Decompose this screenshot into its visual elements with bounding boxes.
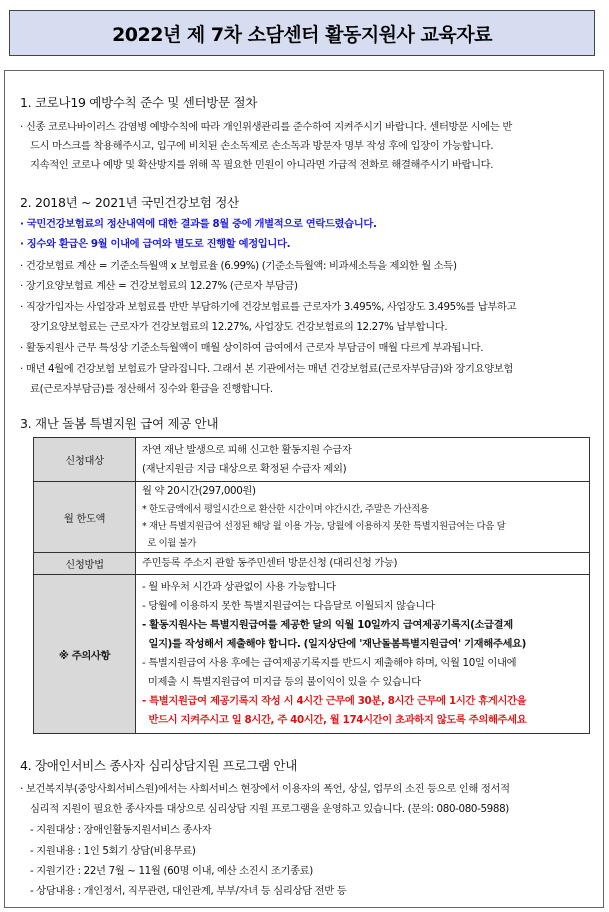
value-line: 월 약 20시간(297,000원) xyxy=(142,485,256,497)
value-note: * 재난 특별지원급여 선정된 해당 월 이용 가능, 당월에 이용하지 못한 특별지원급여는 다음 달 xyxy=(142,521,506,532)
value-line: 주민등록 주소지 관할 동주민센터 방문신청 (대리신청 가능) xyxy=(142,557,398,569)
section2-line: · 건강보험료 계산 = 기준소득월액 x 보험료율 (6.99%) (기준소득월액: 비과세소득을 제외한 월 소득) xyxy=(20,260,457,272)
section2-line: · 활동지원사 근무 특성상 기준소득월액이 매월 상이하여 급여에서 근로자 부담금이 매월 다르게 부과됩니다. xyxy=(20,342,484,354)
section4-line: - 지원내용 : 1인 5회기 상담(비용무료) xyxy=(30,845,196,857)
value-line: - 당월에 이용하지 못한 특별지원급여는 다음달로 이월되지 않습니다 xyxy=(142,600,435,612)
row-value xyxy=(136,553,590,575)
row-label: 신청대상 xyxy=(34,438,136,482)
section2-highlight: · 국민건강보험료의 정산내역에 대한 결과를 8월 중에 개별적으로 연락드렸습니다. xyxy=(20,218,377,230)
section2-highlight: · 징수와 환급은 9월 이내에 급여와 별도로 진행할 예정입니다. xyxy=(20,238,291,250)
section4-heading: 4. 장애인서비스 종사자 심리상담지원 프로그램 안내 xyxy=(20,758,297,773)
value-line: 자연 재난 발생으로 피해 신고한 활동지원 수급자 xyxy=(142,443,352,456)
section2-line: · 매년 4월에 건강보험 보험료가 달라집니다. 그래서 본 기관에서는 매년 건강보험료(근로자부담금)와 장기요양보험 xyxy=(20,363,513,375)
section3-heading: 3. 재난 돌봄 특별지원 급여 제공 안내 xyxy=(20,416,219,431)
value-line: - 월 바우처 시간과 상관없이 사용 가능합니다 xyxy=(142,581,336,593)
section4-line: · 보건복지부(중앙사회서비스원)에서는 사회서비스 현장에서 이용자의 폭언, 상실, 업무의 소진 등으로 인해 정서적 xyxy=(20,783,510,795)
title-box xyxy=(9,10,595,56)
value-line: - 특별지원급여 제공기록지 작성 시 4시간 근무에 30분, 8시간 근무에 1시간 휴게시간을 xyxy=(142,695,527,707)
value-line: - 활동지원사는 특별지원급여를 제공한 달의 익월 10일까지 급여제공기록지(소급결제 xyxy=(142,619,513,631)
support-table xyxy=(33,437,590,734)
section4-line: - 지원기간 : 22년 7월 ~ 11월 (60명 이내, 예산 소진시 조기종료) xyxy=(30,865,313,877)
section2-line: 장기요양보험료는 근로자가 건강보험료의 12.27%, 사업장도 건강보험료의 12.27% 납부합니다. xyxy=(30,321,448,333)
section1-line: 지속적인 코로나 예방 및 확산방지를 위해 꼭 필요한 민원이 아니라면 가급적 전화로 해결해주시기 바랍니다. xyxy=(30,159,494,171)
row-label: 신청방법 xyxy=(34,553,136,575)
value-line: (재난지원금 지급 대상으로 확정된 수급자 제외) xyxy=(142,462,347,475)
row-value xyxy=(136,482,590,553)
section2-line: · 직장가입자는 사업장과 보험료를 반반 부담하기에 건강보험료를 근로자가 3.495%, 사업장도 3.495%를 납부하고 xyxy=(20,301,517,313)
section1-line: 드시 마스크를 착용해주시고, 입구에 비치된 손소독제로 손소독과 방문자 명부 작성 후에 입장이 가능합니다. xyxy=(30,140,494,152)
value-line: - 특별지원급여 사용 후에는 급여제공기록지를 반드시 제출해야 하며, 익월 10일 이내에 xyxy=(142,657,517,669)
table-row xyxy=(34,482,590,553)
section1-line: · 신종 코로나바이러스 감염병 예방수칙에 따라 개인위생관리를 준수하여 지켜주시기 바랍니다. 센터방문 시에는 반 xyxy=(20,121,512,133)
section2-line: · 장기요양보험료 계산 = 건강보험료의 12.27% (근로자 부담금) xyxy=(20,280,298,292)
section4-line: - 상담내용 : 개인정서, 직무관련, 대인관계, 부부/자녀 등 심리상담 전반 등 xyxy=(30,885,347,897)
row-label: 월 한도액 xyxy=(34,482,136,553)
section4-line: - 지원대상 : 장애인활동지원서비스 종사자 xyxy=(30,824,212,836)
section4-line: 심리적 지원이 필요한 종사자를 대상으로 심리상담 지원 프로그램을 운영하고 있습니다. (문의: 080-080-5988) xyxy=(30,803,509,815)
section2-line: 료(근로자부담금)를 정산해서 징수와 환급을 진행합니다. xyxy=(30,383,273,395)
page-title: 2022년 제 7차 소담센터 활동지원사 교육자료 xyxy=(112,23,492,46)
value-line: 반드시 지켜주시고 일 8시간, 주 40시간, 월 174시간이 초과하지 않도록 주의해주세요 xyxy=(142,714,527,726)
value-note: * 한도금액에서 평일시간으로 환산한 시간이며 야간시간, 주말은 가산적용 xyxy=(142,504,429,515)
row-label: ※ 주의사항 xyxy=(34,575,136,734)
section1-heading: 1. 코로나19 예방수칙 준수 및 센터방문 절차 xyxy=(20,95,258,110)
row-value xyxy=(136,438,590,482)
value-line: 미제출 시 특별지원급여 미지급 등의 불이익이 있을 수 있습니다 xyxy=(142,676,421,688)
section2-heading: 2. 2018년 ~ 2021년 국민건강보험 정산 xyxy=(20,195,239,210)
row-value xyxy=(136,575,590,734)
table-row xyxy=(34,438,590,482)
table-row xyxy=(34,575,590,734)
value-line: 일지)를 작성해서 제출해야 합니다. (일지상단에 '재난돌봄특별지원급여' 기재해주세요) xyxy=(142,638,526,650)
value-note: 로 이월 불가 xyxy=(142,538,197,549)
table-row xyxy=(34,553,590,575)
